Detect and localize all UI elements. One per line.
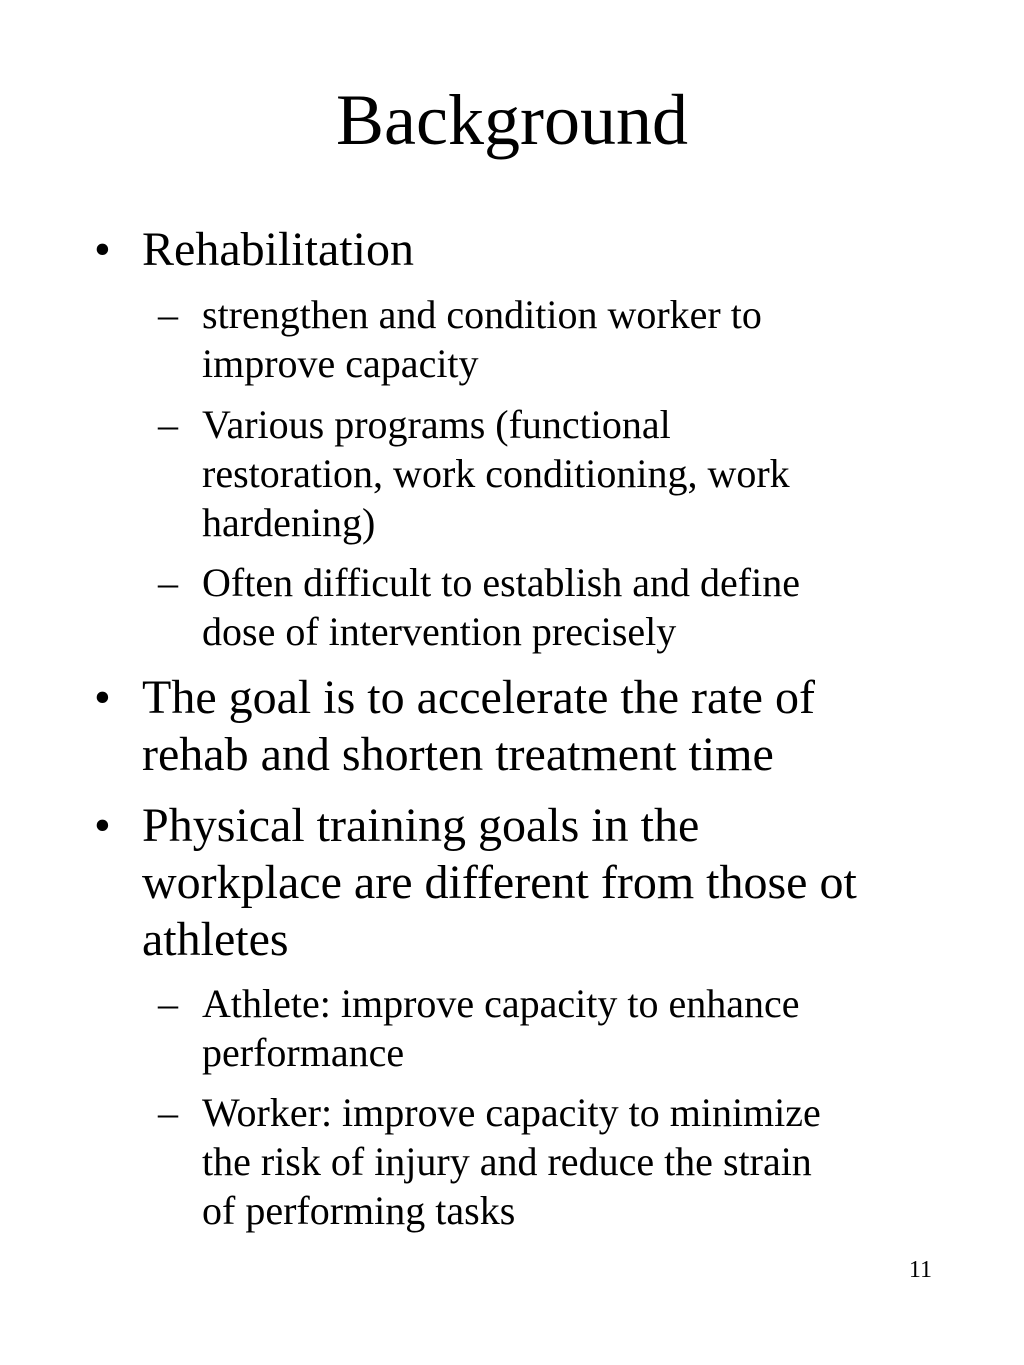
sub-bullet-marker: – xyxy=(158,402,178,447)
sub-bullet-text: Worker: improve capacity to minimize xyxy=(202,1090,821,1135)
bullet-text: workplace are different from those ot xyxy=(142,856,857,909)
sub-bullet-text: improve capacity xyxy=(202,341,479,386)
page-number: 11 xyxy=(908,1257,932,1283)
bullet-marker: • xyxy=(94,671,111,724)
sub-bullet-text: dose of intervention precisely xyxy=(202,609,677,654)
bullet-text: athletes xyxy=(142,913,289,966)
sub-bullet-text: hardening) xyxy=(202,500,376,545)
bullet-text: rehab and shorten treatment time xyxy=(142,728,774,781)
sub-bullet-text: strengthen and condition worker to xyxy=(202,292,762,337)
sub-bullet-marker: – xyxy=(158,1090,178,1135)
sub-bullet-marker: – xyxy=(158,292,178,337)
bullet-marker: • xyxy=(94,799,111,852)
sub-bullet-text: the risk of injury and reduce the strain xyxy=(202,1139,812,1184)
sub-bullet-text: of performing tasks xyxy=(202,1188,516,1233)
sub-bullet-text: Athlete: improve capacity to enhance xyxy=(202,981,800,1026)
bullet-text: The goal is to accelerate the rate of xyxy=(142,671,815,724)
slide-title: Background xyxy=(336,80,688,160)
bullet-text: Physical training goals in the xyxy=(142,799,700,852)
bullet-text: Rehabilitation xyxy=(142,223,414,276)
bullet-marker: • xyxy=(94,223,111,276)
sub-bullet-marker: – xyxy=(158,981,178,1026)
sub-bullet-text: performance xyxy=(202,1030,405,1075)
sub-bullet-text: restoration, work conditioning, work xyxy=(202,451,790,496)
sub-bullet-text: Often difficult to establish and define xyxy=(202,560,800,605)
sub-bullet-marker: – xyxy=(158,560,178,605)
sub-bullet-text: Various programs (functional xyxy=(202,402,671,447)
